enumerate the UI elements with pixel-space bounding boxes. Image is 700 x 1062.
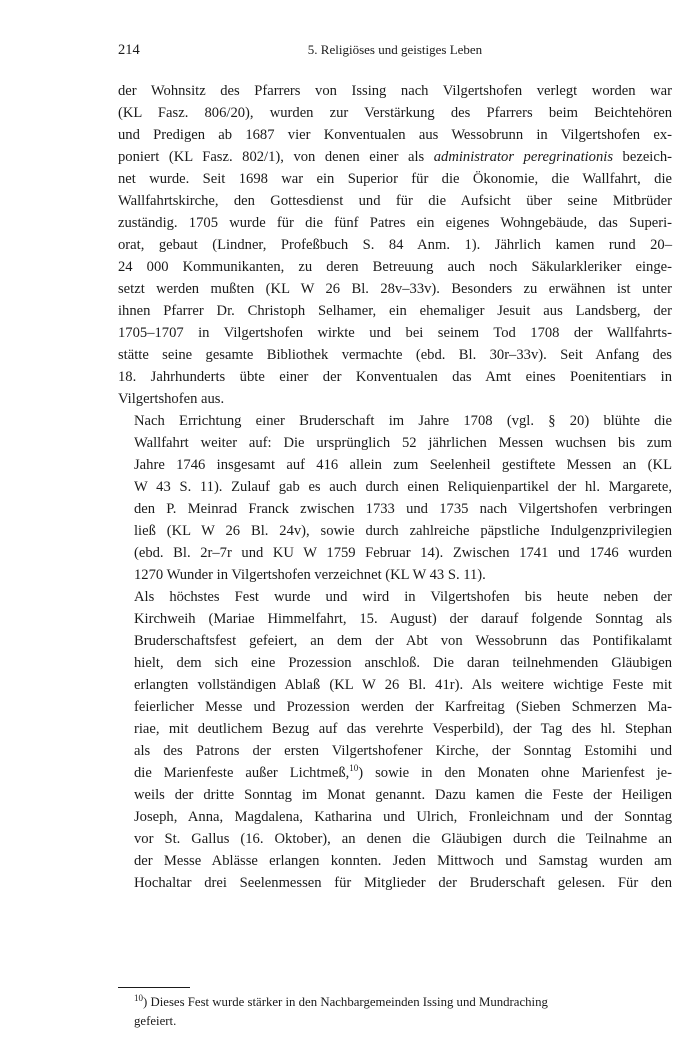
text-run: Vilgertshofen aus. bbox=[118, 391, 225, 407]
page-header bbox=[118, 42, 672, 66]
text-line bbox=[118, 850, 672, 872]
text-run: riae, mit deutlichem Bezug auf das verehrte Vesperbild), der Tag des hl. Stephan bbox=[134, 721, 672, 737]
text-run: die Marienfeste außer Lichtmeß, bbox=[134, 765, 350, 781]
text-run: als des Patrons der ersten Vilgertshofener Kirche, der Sonntag Estomihi und bbox=[134, 743, 672, 759]
text-run: stätte seine gesamte Bibliothek vermachte (ebd. Bl. 30r–33v). Seit Anfang des bbox=[118, 347, 672, 363]
text-run: Hochaltar drei Seelenmessen für Mitglieder der Bruderschaft gelesen. Für den bbox=[134, 875, 672, 891]
text-run: ihnen Pfarrer Dr. Christoph Selhamer, ein ehemaliger Jesuit aus Landsberg, der bbox=[118, 303, 672, 319]
footnote-reference[interactable]: 10 bbox=[349, 763, 359, 773]
text-run: erlangten vollständigen Ablaß (KL W 26 Bl. 41r). Als weitere wichtige Feste mit bbox=[134, 677, 672, 693]
text-line bbox=[118, 586, 672, 608]
footnote-marker bbox=[134, 995, 147, 1009]
text-line bbox=[118, 432, 672, 454]
text-run: feierlicher Messe und Prozession werden der Karfreitag (Sieben Schmerzen Ma- bbox=[134, 699, 672, 715]
text-run: und Predigen ab 1687 vier Konventualen aus Wessobrunn in Vilgertshofen ex- bbox=[118, 127, 672, 143]
text-line bbox=[118, 564, 672, 586]
text-line bbox=[118, 762, 672, 784]
text-line bbox=[118, 212, 672, 234]
text-line bbox=[118, 872, 672, 894]
text-line bbox=[118, 124, 672, 146]
text-run: (ebd. Bl. 2r–7r und KU W 1759 Februar 14). Zwischen 1741 und 1746 wurden bbox=[134, 545, 672, 561]
text-line bbox=[118, 300, 672, 322]
text-line bbox=[118, 498, 672, 520]
text-run: ) sowie in den Monaten ohne Marienfest je- bbox=[358, 765, 672, 781]
text-run: W 43 S. 11). Zulauf gab es auch durch einen Reliquienpartikel der hl. Margarete, bbox=[134, 479, 672, 495]
footnotes bbox=[118, 993, 672, 1031]
text-line bbox=[118, 190, 672, 212]
footnote-text: gefeiert. bbox=[134, 1014, 177, 1028]
text-run: orat, gebaut (Lindner, Profeßbuch S. 84 Anm. 1). Jährlich kamen rund 20– bbox=[118, 237, 672, 253]
text-line bbox=[118, 410, 672, 432]
footnote-bracket: ) bbox=[143, 995, 148, 1009]
text-run: vor St. Gallus (16. Oktober), an denen die Gläubigen durch die Teilnahme an bbox=[134, 831, 672, 847]
text-run: net wurde. Seit 1698 war ein Superior für die Ökonomie, die Wallfahrt, die bbox=[118, 171, 672, 187]
text-run: 1270 Wunder in Vilgertshofen verzeichnet (KL W 43 S. 11). bbox=[134, 567, 486, 583]
text-run: (KL Fasz. 806/20), wurden zur Verstärkung des Pfarrers beim Beichtehören bbox=[118, 105, 672, 121]
text-line bbox=[118, 520, 672, 542]
text-run: der Wohnsitz des Pfarrers von Issing nach Vilgertshofen verlegt worden war bbox=[118, 83, 672, 99]
text-line bbox=[118, 146, 672, 168]
text-run: ließ (KL W 26 Bl. 24v), sowie durch zahlreiche päpstliche Indulgenzprivilegien bbox=[134, 523, 672, 539]
text-line bbox=[118, 608, 672, 630]
text-line bbox=[118, 674, 672, 696]
text-line bbox=[118, 740, 672, 762]
text-run: Wallfahrtskirche, den Gottesdienst und für die Aufsicht über seine Mitbrüder bbox=[118, 193, 672, 209]
text-line bbox=[118, 542, 672, 564]
text-line bbox=[118, 80, 672, 102]
text-run: zuständig. 1705 wurde für die fünf Patres ein eigenes Wohngebäude, das Superi- bbox=[118, 215, 672, 231]
paragraph bbox=[118, 80, 672, 410]
paragraph bbox=[118, 586, 672, 894]
text-line bbox=[118, 344, 672, 366]
text-run: bezeich- bbox=[613, 149, 672, 165]
text-line bbox=[118, 806, 672, 828]
text-line bbox=[118, 388, 672, 410]
text-run: poniert (KL Fasz. 802/1), von denen einer als bbox=[118, 149, 434, 165]
text-line bbox=[118, 278, 672, 300]
text-line bbox=[118, 630, 672, 652]
footnote-divider bbox=[118, 987, 190, 988]
text-run: Wallfahrt weiter auf: Die ursprünglich 52 jährlichen Messen wuchsen bis zum bbox=[134, 435, 672, 451]
text-line bbox=[118, 696, 672, 718]
footnote-10 bbox=[118, 993, 672, 1031]
text-run: 18. Jahrhunderts übte einer der Konventualen das Amt eines Poenitentiars in bbox=[118, 369, 672, 385]
text-line bbox=[118, 366, 672, 388]
footnote-number: 10 bbox=[134, 993, 143, 1003]
text-line bbox=[118, 168, 672, 190]
page-number: 214 bbox=[118, 42, 140, 58]
book-page bbox=[118, 42, 672, 894]
text-run: Bruderschaftsfest gefeiert, an dem der Abt von Wessobrunn das Pontifikalamt bbox=[134, 633, 672, 649]
text-run: 24 000 Kommunikanten, zu deren Betreuung auch noch Säkularkleriker einge- bbox=[118, 259, 672, 275]
text-line bbox=[118, 454, 672, 476]
text-run: Jahre 1746 insgesamt auf 416 allein zum Seelenheil gestiftete Messen an (KL bbox=[134, 457, 672, 473]
running-title: 5. Religiöses und geistiges Leben bbox=[307, 42, 483, 57]
text-line bbox=[118, 102, 672, 124]
text-run: Joseph, Anna, Magdalena, Katharina und Ulrich, Fronleichnam und der Sonntag bbox=[134, 809, 672, 825]
text-line bbox=[118, 718, 672, 740]
text-run: den P. Meinrad Franck zwischen 1733 und 1735 nach Vilgertshofen verbringen bbox=[134, 501, 672, 517]
text-run: setzt werden mußten (KL W 26 Bl. 28v–33v). Besonders zu erwähnen ist unter bbox=[118, 281, 672, 297]
text-run: Kirchweih (Mariae Himmelfahrt, 15. August) der darauf folgende Sonntag als bbox=[134, 611, 672, 627]
text-line bbox=[118, 234, 672, 256]
text-run: hielt, dem sich eine Prozession anschloß. Die daran teilnehmenden Gläubigen bbox=[134, 655, 672, 671]
paragraph bbox=[118, 410, 672, 586]
footnote-text: Dieses Fest wurde stärker in den Nachbargemeinden Issing und Mundraching bbox=[147, 995, 548, 1009]
text-run: 1705–1707 in Vilgertshofen wirkte und bei seinem Tod 1708 der Wallfahrts- bbox=[118, 325, 672, 341]
body-text bbox=[118, 80, 672, 894]
text-line bbox=[118, 476, 672, 498]
text-run: Nach Errichtung einer Bruderschaft im Jahre 1708 (vgl. § 20) blühte die bbox=[134, 413, 672, 429]
text-run: weils der dritte Sonntag im Monat genannt. Dazu kamen die Feste der Heiligen bbox=[134, 787, 672, 803]
text-line bbox=[118, 828, 672, 850]
text-line bbox=[118, 256, 672, 278]
text-line bbox=[118, 652, 672, 674]
italic-term: administrator peregrinationis bbox=[433, 149, 614, 165]
text-run: Als höchstes Fest wurde und wird in Vilgertshofen bis heute neben der bbox=[134, 589, 672, 605]
text-line bbox=[118, 784, 672, 806]
text-run: der Messe Ablässe erlangen konnten. Jeden Mittwoch und Samstag wurden am bbox=[134, 853, 672, 869]
text-line bbox=[118, 322, 672, 344]
